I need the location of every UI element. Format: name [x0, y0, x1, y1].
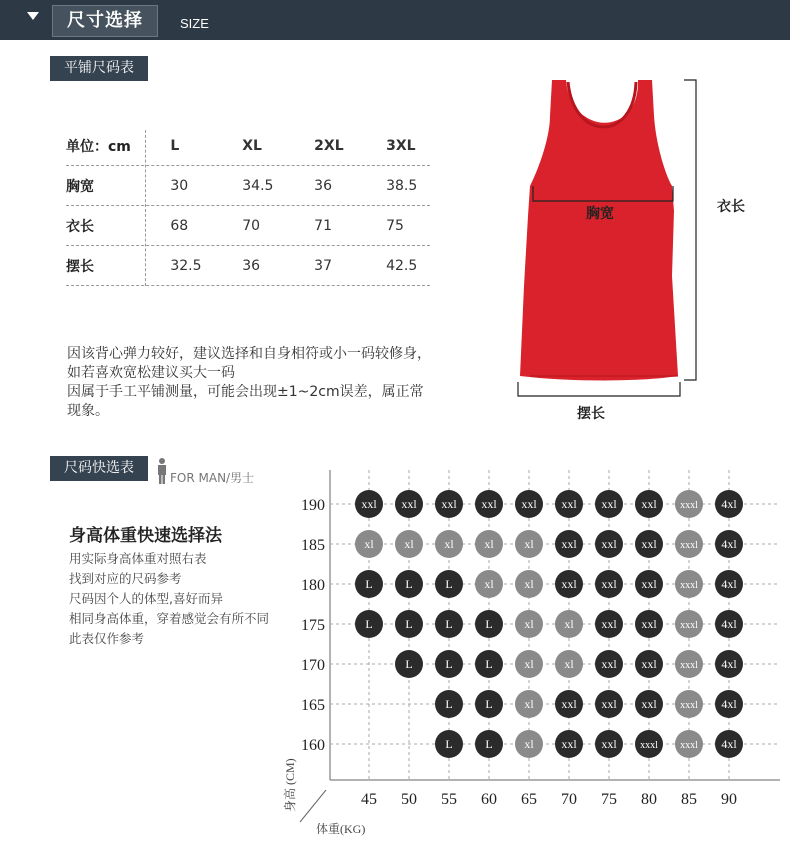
y-tick-label: 185 [301, 537, 325, 554]
size-dot-label: xxxl [680, 580, 698, 591]
for-man-label: FOR MAN/男士 [170, 471, 255, 485]
size-dot-label: xl [524, 737, 534, 751]
x-tick-label: 75 [601, 791, 617, 808]
size-dot-label: xxl [601, 497, 617, 511]
size-dot-label: xl [364, 537, 374, 551]
size-dot-label: xxl [601, 577, 617, 591]
y-tick-label: 190 [301, 497, 325, 514]
size-dot-label: 4xl [721, 697, 737, 711]
size-dot-label: xl [524, 697, 534, 711]
flat-table-label: 平铺尺码表 [50, 56, 148, 81]
x-axis-label: 体重(KG) [316, 822, 366, 836]
hem-label: 摆长 [577, 406, 605, 422]
size-dot-label: 4xl [721, 657, 737, 671]
size-dot-label: L [405, 577, 413, 591]
size-dot-label: L [485, 737, 493, 751]
size-dot-label: xl [524, 577, 534, 591]
unit-header: 单位：cm [66, 138, 131, 155]
x-tick-label: 50 [401, 791, 417, 808]
size-dot-label: L [485, 617, 493, 631]
size-dot-label: xxl [561, 577, 577, 591]
size-dot-label: xxl [561, 697, 577, 711]
size-dot-label: L [405, 657, 413, 671]
length-label: 衣长 [717, 199, 745, 215]
size-dot-label: xl [444, 537, 454, 551]
col-header: XL [242, 137, 262, 154]
size-dot-label: xxl [641, 577, 657, 591]
table-row: 胸宽 30 34.5 36 38.5 [66, 166, 430, 206]
note-line: 因属于手工平铺测量，可能会出现±1~2cm误差，属正常现象。 [67, 384, 424, 419]
size-dot-label: L [485, 657, 493, 671]
method-lines: 用实际身高体重对照右表 找到对应的尺码参考 尺码因个人的体型,喜好而异 相同身高体重，穿着感觉会有所不同 此表仅作参考 [69, 551, 270, 646]
size-subtitle: SIZE [180, 16, 209, 31]
size-dot-label: xxl [561, 537, 577, 551]
y-axis-label: 身高 (CM) [283, 758, 297, 812]
size-dot-label: xxl [601, 737, 617, 751]
size-dot-label: xxxl [680, 540, 698, 551]
y-tick-label: 170 [301, 657, 325, 674]
size-dot-label: L [445, 697, 453, 711]
size-dot-label: xxxl [680, 620, 698, 631]
size-dot-label: xxxl [640, 740, 658, 751]
size-dot-label: xl [484, 577, 494, 591]
size-dot-label: L [445, 737, 453, 751]
size-dot-label: xxl [641, 657, 657, 671]
size-dot-label: 4xl [721, 537, 737, 551]
x-tick-label: 80 [641, 791, 657, 808]
size-dot-label: xxl [401, 497, 417, 511]
size-dot-label: L [445, 577, 453, 591]
note-line: 因该背心弹力较好，建议选择和自身相符或小一码较修身，如若喜欢宽松建议买大一码 [67, 346, 431, 381]
x-tick-label: 45 [361, 791, 377, 808]
size-dot-label: xxl [481, 497, 497, 511]
size-tab[interactable]: 尺寸选择 [52, 5, 158, 37]
size-dot-label: 4xl [721, 617, 737, 631]
size-dot-label: L [445, 617, 453, 631]
x-tick-label: 65 [521, 791, 537, 808]
x-tick-label: 85 [681, 791, 697, 808]
x-tick-label: 60 [481, 791, 497, 808]
size-dot-label: xxl [641, 537, 657, 551]
size-dot-label: xl [524, 537, 534, 551]
x-tick-label: 70 [561, 791, 577, 808]
size-dot-label: L [445, 657, 453, 671]
size-dot-label: 4xl [721, 497, 737, 511]
size-dot-label: xxxl [680, 660, 698, 671]
size-dot-label: 4xl [721, 737, 737, 751]
size-dot-label: xl [484, 537, 494, 551]
chest-label: 胸宽 [586, 206, 614, 222]
size-dot-label: xxl [441, 497, 457, 511]
size-dot-label: xxxl [680, 740, 698, 751]
size-dot-label: L [485, 697, 493, 711]
size-dot-label: xl [524, 657, 534, 671]
col-header: L [170, 137, 180, 154]
size-dot-label: xl [564, 657, 574, 671]
size-dot-label: xxl [601, 617, 617, 631]
size-dot-label: xxl [561, 497, 577, 511]
y-tick-label: 160 [301, 737, 325, 754]
size-dot-label: xl [524, 617, 534, 631]
size-dot-label: L [365, 617, 373, 631]
size-dot-label: xxl [641, 697, 657, 711]
axis-diagonal [300, 790, 326, 822]
size-dot-label: xxxl [680, 700, 698, 711]
method-title: 身高体重快速选择法 [69, 526, 222, 546]
table-row: 摆长 32.5 36 37 42.5 [66, 246, 430, 286]
size-dot-label: xl [564, 617, 574, 631]
size-dot-label: xxl [641, 617, 657, 631]
size-dot-label: L [365, 577, 373, 591]
x-tick-label: 90 [721, 791, 737, 808]
col-header: 2XL [314, 137, 344, 154]
size-dot-label: xxl [521, 497, 537, 511]
size-dot-label: xxl [601, 697, 617, 711]
y-tick-label: 165 [301, 697, 325, 714]
size-dot-label: xxl [601, 657, 617, 671]
size-dot-label: xxl [561, 737, 577, 751]
size-dot-label: xxl [601, 537, 617, 551]
y-tick-label: 180 [301, 577, 325, 594]
size-dot-label: xxl [641, 497, 657, 511]
table-row: 衣长 68 70 71 75 [66, 206, 430, 246]
y-tick-label: 175 [301, 617, 325, 634]
size-dot-label: xxl [361, 497, 377, 511]
size-dot-label: xl [404, 537, 414, 551]
size-dot-label: 4xl [721, 577, 737, 591]
size-dot-label: xxxl [680, 500, 698, 511]
col-header: 3XL [386, 137, 416, 154]
size-dot-label: L [405, 617, 413, 631]
quick-table-label: 尺码快选表 [50, 456, 148, 481]
x-tick-label: 55 [441, 791, 457, 808]
